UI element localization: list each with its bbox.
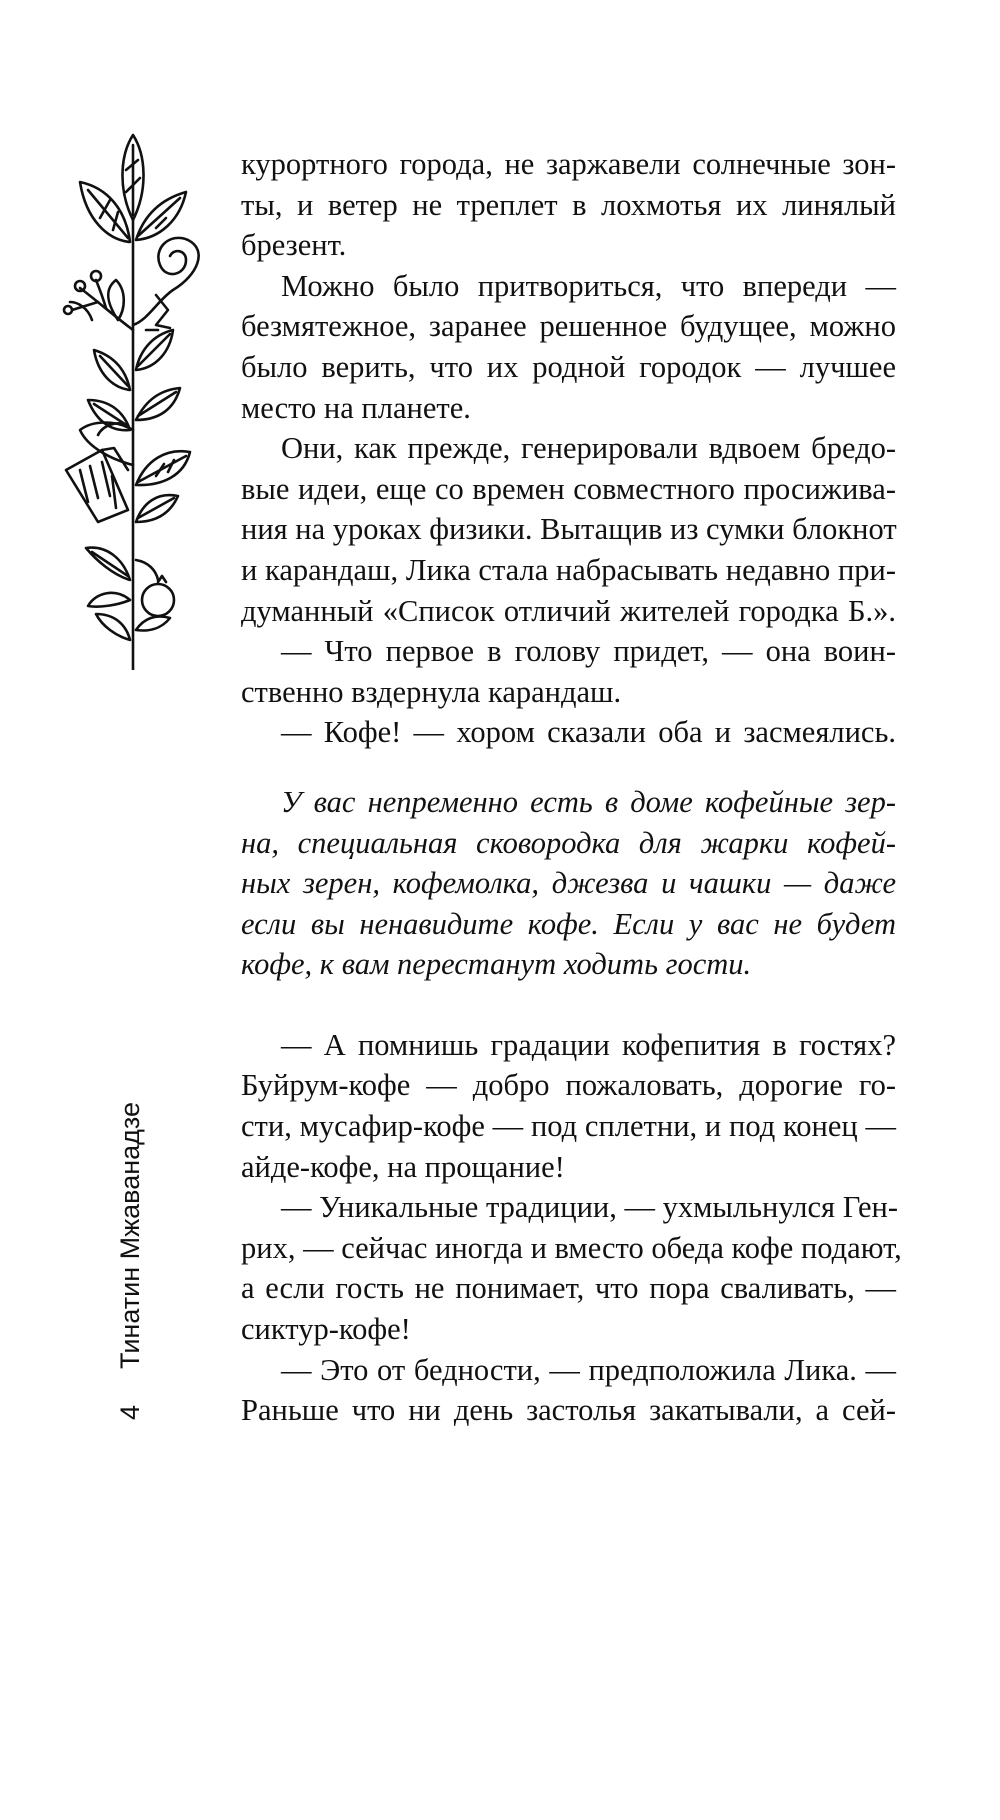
text-line: ния на уроках физики. Вытащив из сумки блокнот bbox=[241, 512, 897, 547]
text-line: и карандаш, Лика стала набрасывать недавно при- bbox=[241, 552, 896, 587]
text-line: У вас непременно есть в доме кофейные зер- bbox=[281, 784, 896, 819]
running-head bbox=[110, 1101, 170, 1820]
text-line: курортного города, не заржавели солнечные зон- bbox=[241, 147, 896, 181]
text-line: место на планете. bbox=[241, 390, 471, 425]
text-line: Они, как прежде, генерировали вдвоем бредо- bbox=[281, 431, 896, 466]
text-line: вые идеи, еще со времен совместного просижива- bbox=[241, 471, 896, 506]
text-line: рих, — сейчас иногда и вместо обеда кофе подают, bbox=[241, 1230, 902, 1265]
page-number: 4 bbox=[115, 1404, 145, 1420]
text-line: Раньше что ни день застолья закатывали, а сей- bbox=[241, 1393, 896, 1428]
text-line: ных зерен, кофемолка, джезва и чашки — даже bbox=[241, 866, 896, 901]
paragraph bbox=[241, 266, 896, 428]
text-line: — Это от бедности, — предположила Лика. — bbox=[281, 1352, 896, 1387]
text-line: сиктур-кофе! bbox=[241, 1312, 411, 1347]
botanical-ornament-icon bbox=[58, 130, 218, 670]
text-line: если вы ненавидите кофе. Если у вас не будет bbox=[241, 906, 896, 941]
text-line: думанный «Список отличий жителей городка Б.». bbox=[241, 593, 896, 628]
author-name: Тинатин Мжаванадзе bbox=[115, 1101, 145, 1369]
paragraph bbox=[241, 144, 896, 266]
text-line: а если гость не понимает, что пора сваливать, — bbox=[241, 1271, 896, 1306]
text-line: кофе, к вам перестанут ходить гости. bbox=[241, 947, 752, 982]
text-line: — Уникальные традиции, — ухмыльнулся Ген- bbox=[281, 1190, 899, 1225]
text-line: Буйрум-кофе — добро пожаловать, дорогие го- bbox=[241, 1068, 896, 1103]
text-line: на, специальная сковородка для жарки кофей- bbox=[241, 825, 896, 860]
paragraph bbox=[241, 428, 896, 631]
text-line: брезент. bbox=[241, 228, 347, 263]
paragraph bbox=[241, 1187, 902, 1349]
paragraph bbox=[241, 1350, 896, 1431]
text-line: — Что первое в голову придет, — она воин- bbox=[281, 634, 896, 669]
paragraph bbox=[241, 631, 896, 712]
paragraph bbox=[241, 712, 896, 753]
italic-insert bbox=[241, 782, 896, 985]
text-line: сти, мусафир-кофе — под сплетни, и под конец — bbox=[241, 1109, 896, 1144]
text-line: айде-кофе, на прощание! bbox=[241, 1149, 565, 1184]
text-line: — А помнишь градации кофепития в гостях? bbox=[281, 1027, 896, 1062]
text-line: ственно вздернула карандаш. bbox=[241, 674, 622, 709]
paragraph bbox=[241, 1025, 896, 1187]
text-line: безмятежное, заранее решенное будущее, можно bbox=[241, 309, 896, 344]
text-line: — Кофе! — хором сказали оба и засмеялись. bbox=[281, 715, 896, 750]
body-text bbox=[241, 144, 902, 1431]
text-line: ты, и ветер не треплет в лохмотья их линялый bbox=[241, 187, 896, 222]
text-line: Можно было притвориться, что впереди — bbox=[281, 268, 896, 303]
text-line: было верить, что их родной городок — лучшее bbox=[241, 349, 896, 384]
